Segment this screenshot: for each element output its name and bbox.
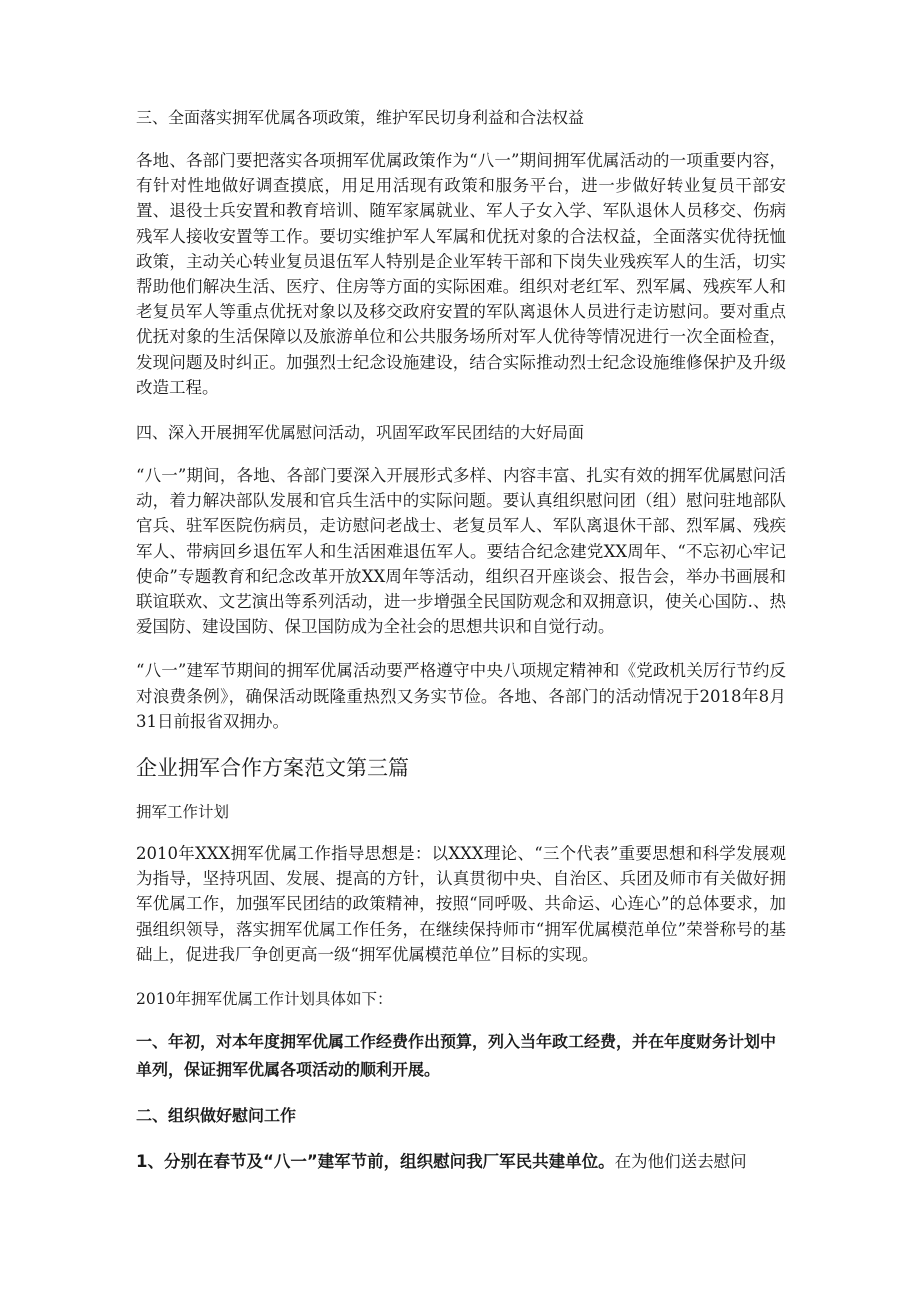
plan-subitem-1-rest: 在为他们送去慰问 <box>614 1152 747 1172</box>
section-title: 企业拥军合作方案范文第三篇 <box>136 756 409 781</box>
plan-subitem-1 <box>136 1148 786 1176</box>
paragraph-requirements: “八一”建军节期间的拥军优属活动要严格遵守中央八项规定精神和《党政机关厉行节约反对浪费条例》，确保活动既隆重热烈又务实节俭。各地、各部门的活动情况于2018年8月31日前报省双拥办。 <box>136 661 786 731</box>
heading-section-4: 四、深入开展拥军优属慰问活动，巩固军政军民团结的大好局面 <box>136 423 585 443</box>
paragraph-guiding-ideas: 2010年XXX拥军优属工作指导思想是：以XXX理论、“三个代表”重要思想和科学发展观为指导，坚持巩固、发展、提高的方针，认真贯彻中央、自治区、兵团及师市有关做好拥军优属工作，加强军民团结的政策精神，按照“同呼吸、共命运、心连心”的总体要求，加强组织领导，落实拥军优属工作任务，在继续保持师市“拥军优属模范单位”荣誉称号的基础上，促进我厂争创更高一级“拥军优属模范单位”目标的实现。 <box>136 844 786 964</box>
heading-section-3: 三、全面落实拥军优属各项政策，维护军民切身利益和合法权益 <box>136 108 585 127</box>
paragraph-plan-intro: 2010年拥军优属工作计划具体如下： <box>136 990 393 1009</box>
plan-subitem-1-bold: 1、分别在春节及“八一”建军节前，组织慰问我厂军民共建单位。 <box>136 1152 615 1172</box>
paragraph-activities: “八一”期间，各地、各部门要深入开展形式多样、内容丰富、扎实有效的拥军优属慰问活动，着力解决部队发展和官兵生活中的实际问题。要认真组织慰问团（组）慰问驻地部队官兵、驻军医院伤病员，走访慰问老战士、老复员军人、军队离退休干部、烈军属、残疾军人、带病回乡退伍军人和生活困难退伍军人。要结合纪念建党XX周年、“不忘初心牢记使命”专题教育和纪念改革开放XX周年等活动，组织召开座谈会、报告会，举办书画展和联谊联欢、文艺演出等系列活动，进一步增强全民国防观念和双拥意识，使关心国防.、热爱国防、建设国防、保卫国防成为全社会的思想共识和自觉行动。 <box>136 466 786 637</box>
paragraph-policy: 各地、各部门要把落实各项拥军优属政策作为“八一”期间拥军优属活动的一项重要内容，有针对性地做好调查摸底，用足用活现有政策和服务平台，进一步做好转业复员干部安置、退役士兵安置和教育培训、随军家属就业、军人子女入学、军队退休人员移交、伤病残军人接收安置等工作。要切实维护军人军属和优抚对象的合法权益，全面落实优待抚恤政策，主动关心转业复员退伍军人特别是企业军转干部和下岗失业残疾军人的生活，切实帮助他们解决生活、医疗、住房等方面的实际困难。组织对老红军、烈军属、残疾军人和老复员军人等重点优抚对象以及移交政府安置的军队离退休人员进行走访慰问。要对重点优抚对象的生活保障以及旅游单位和公共服务场所对军人优待等情况进行一次全面检查，发现问题及时纠正。加强烈士纪念设施建设，结合实际推动烈士纪念设施维修保护及升级改造工程。 <box>136 151 786 397</box>
document-page <box>136 104 786 1176</box>
plan-item-1: 一、年初，对本年度拥军优属工作经费作出预算，列入当年政工经费，并在年度财务计划中单列，保证拥军优属各项活动的顺利开展。 <box>136 1032 777 1080</box>
sub-title: 拥军工作计划 <box>136 803 230 822</box>
plan-item-2: 二、组织做好慰问工作 <box>136 1106 297 1126</box>
